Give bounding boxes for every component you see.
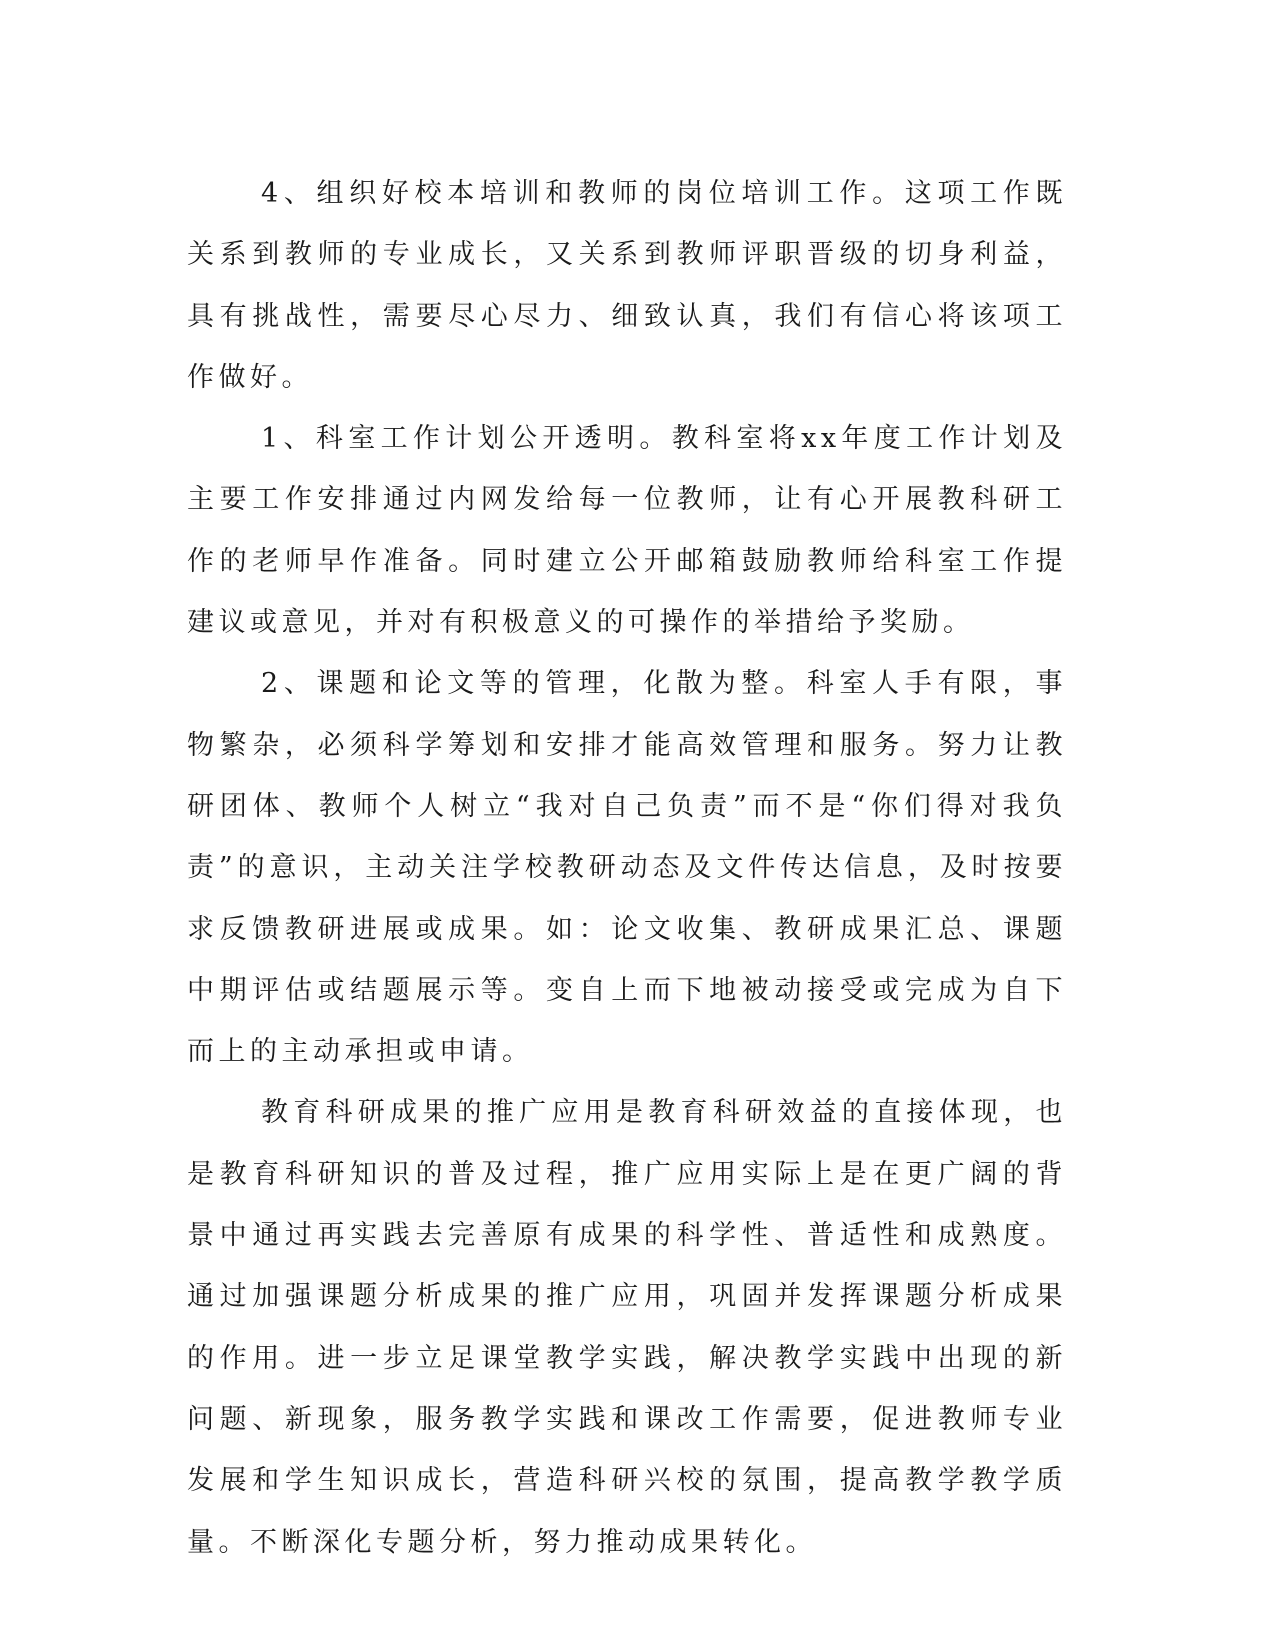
paragraph-training: 4、组织好校本培训和教师的岗位培训工作。这项工作既关系到教师的专业成长，又关系到教师评职晋级的切身利益，具有挑战性，需要尽心尽力、细致认真，我们有信心将该项工作做好。 [187, 178, 1067, 393]
document-body [187, 163, 1067, 1573]
paragraph-research-application: 教育科研成果的推广应用是教育科研效益的直接体现，也是教育科研知识的普及过程，推广应用实际上是在更广阔的背景中通过再实践去完善原有成果的科学性、普适性和成熟度。通过加强课题分析成果的推广应用，巩固并发挥课题分析成果的作用。进一步立足课堂教学实践，解决教学实践中出现的新问题、新现象，服务教学实践和课改工作需要，促进教师专业发展和学生知识成长，营造科研兴校的氛围，提高教学教学质量。不断深化专题分析，努力推动成果转化。 [187, 1097, 1067, 1558]
paragraph-work-plan: 1、科室工作计划公开透明。教科室将xx年度工作计划及主要工作安排通过内网发给每一位教师，让有心开展教科研工作的老师早作准备。同时建立公开邮箱鼓励教师给科室工作提建议或意见，并对有积极意义的可操作的举措给予奖励。 [187, 423, 1067, 639]
paragraph-project-management: 2、课题和论文等的管理，化散为整。科室人手有限，事物繁杂，必须科学筹划和安排才能高效管理和服务。努力让教研团体、教师个人树立“我对自己负责”而不是“你们得对我负责”的意识，主动关注学校教研动态及文件传达信息，及时按要求反馈教研进展或成果。如：论文收集、教研成果汇总、课题中期评估或结题展示等。变自上而下地被动接受或完成为自下而上的主动承担或申请。 [187, 668, 1067, 1068]
